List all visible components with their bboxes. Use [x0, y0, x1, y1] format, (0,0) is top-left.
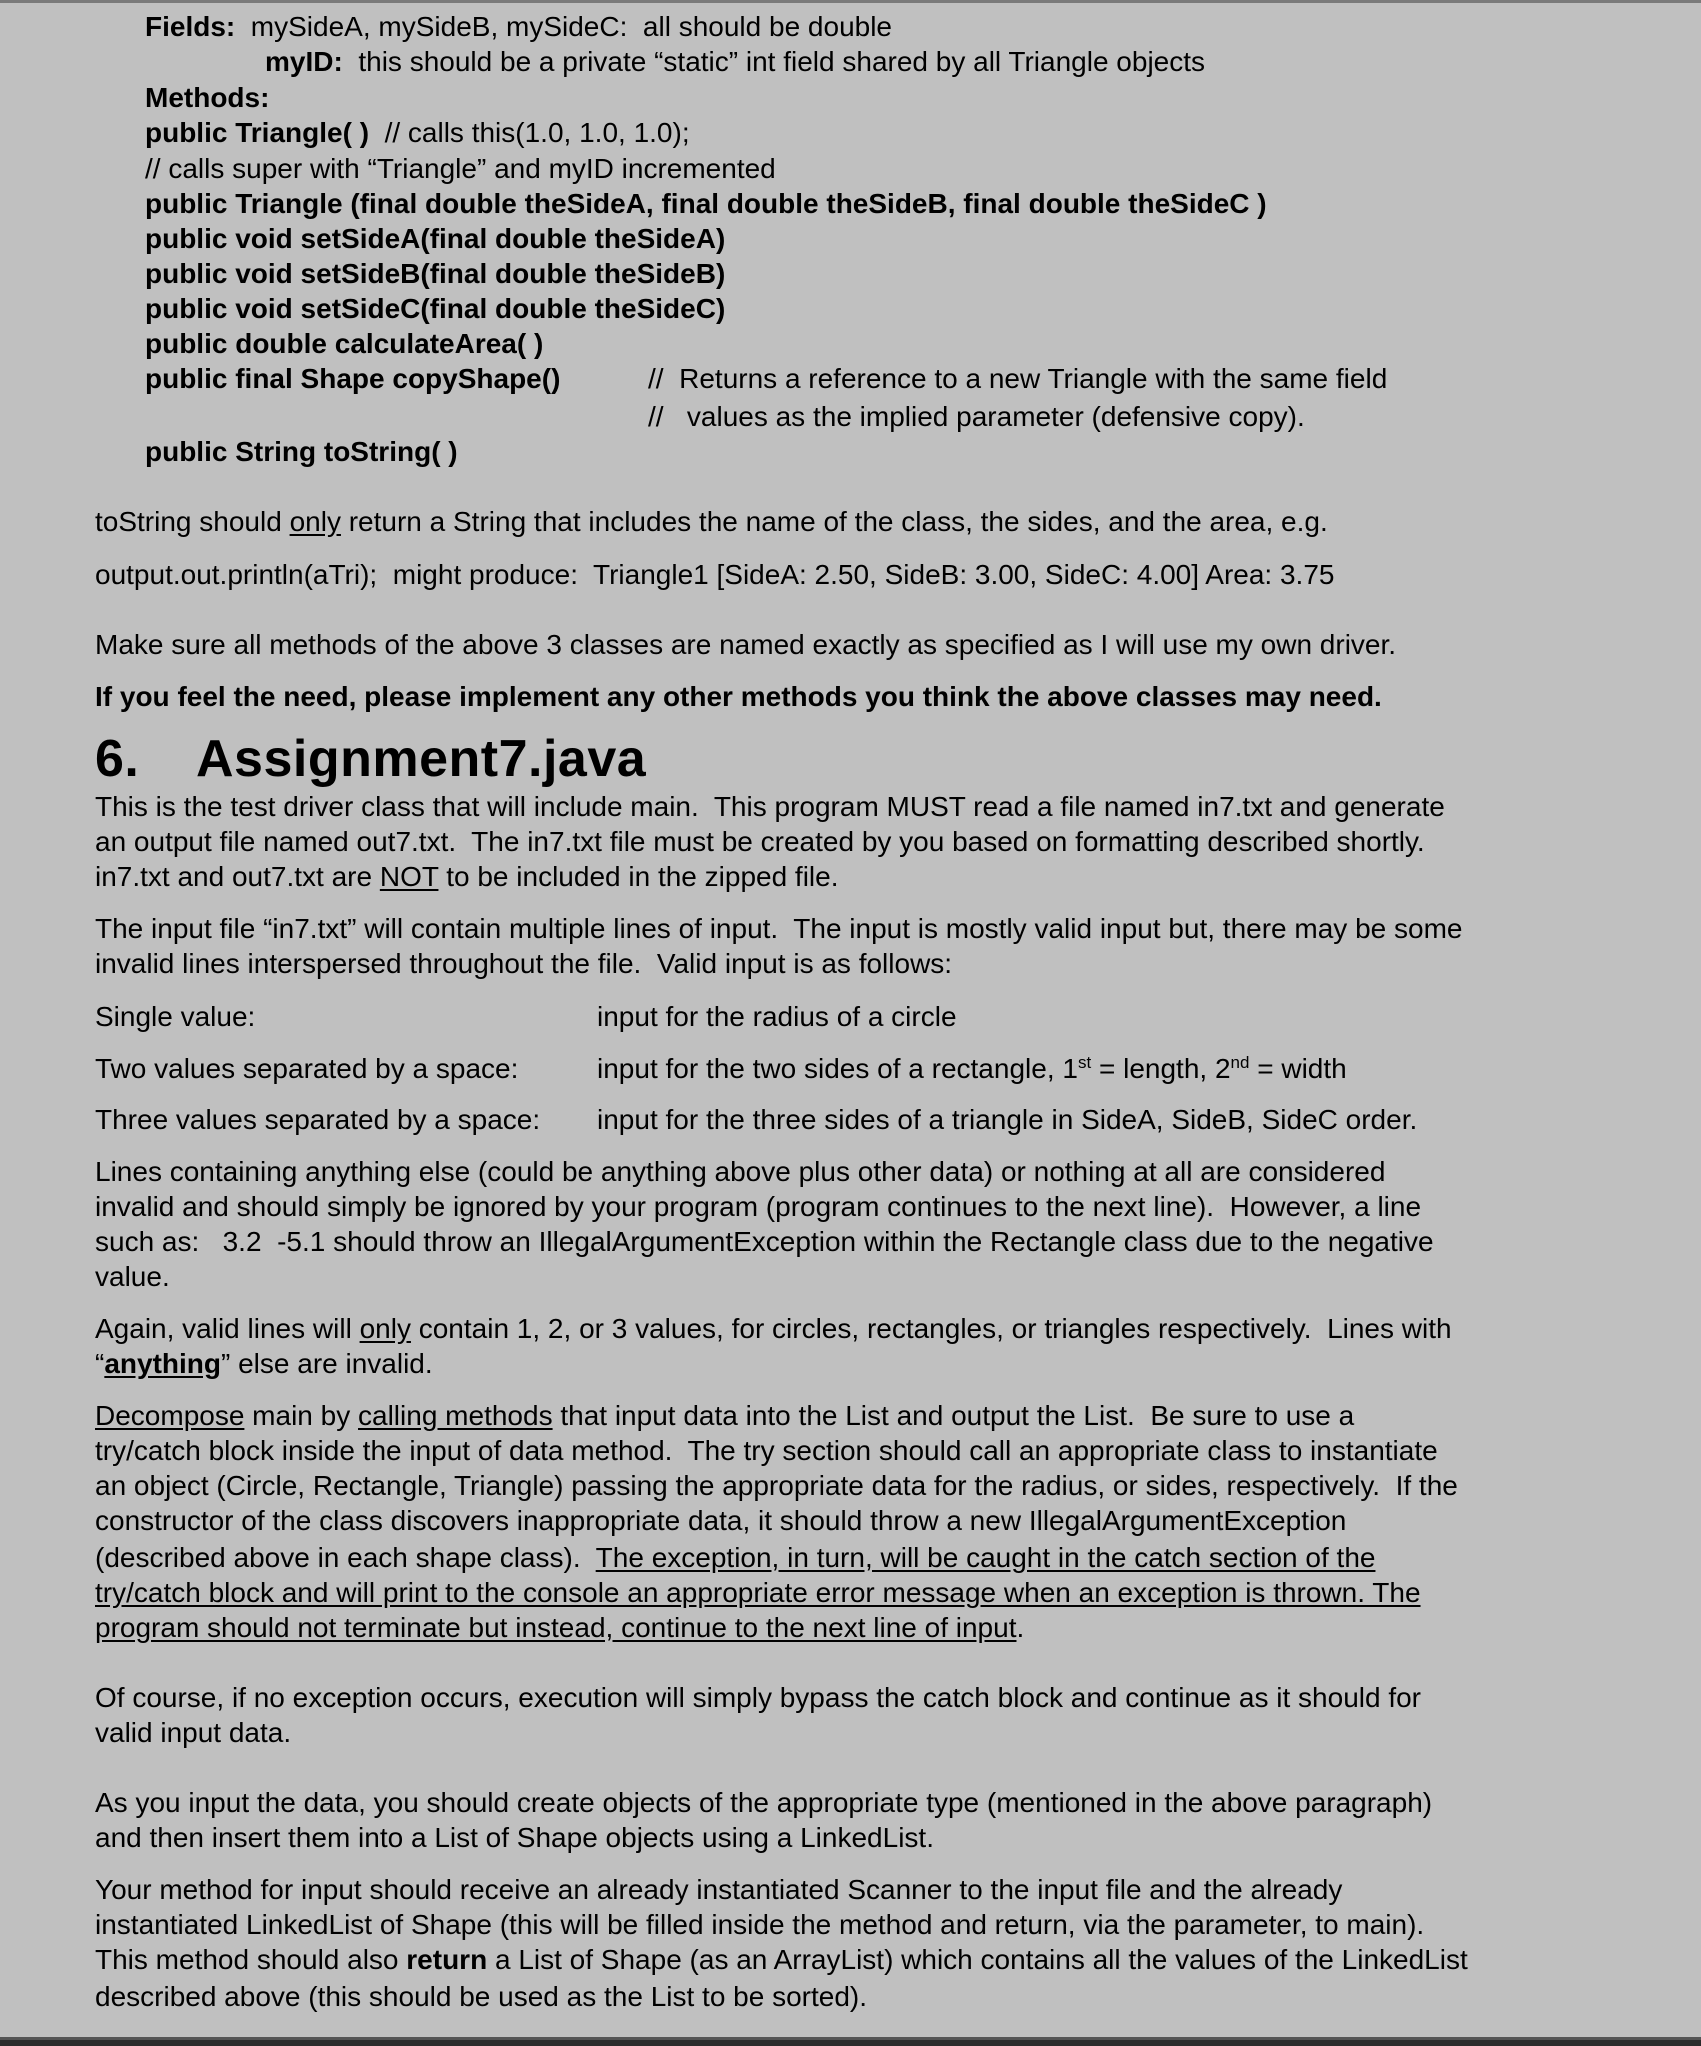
driver-line-1: This is the test driver class that will include main. This program MUST read a file named in7.txt and generate: [95, 791, 1445, 822]
valid-single-label: Single value:: [95, 1001, 256, 1032]
decompose-line-1-post: that input data into the List and output the List. Be sure to use a: [552, 1400, 1355, 1431]
fields-id-text: this should be a private “static” int field shared by all Triangle objects: [358, 46, 1206, 77]
again-line-1: [95, 1311, 1452, 1346]
decompose-line-3: an object (Circle, Rectangle, Triangle) passing the appropriate data for the radius, or sides, respectively. If the: [95, 1470, 1458, 1501]
decompose-line-7-post: .: [1016, 1612, 1025, 1643]
again-line-2: [95, 1346, 433, 1381]
method-ctor-default-line: [145, 115, 690, 150]
section-number: 6.: [95, 730, 140, 788]
again-line-1-only: only: [359, 1313, 411, 1344]
method-para-line-2: instantiated LinkedList of Shape (this will be filled inside the method and return, via the parameter, to main).: [95, 1909, 1425, 1940]
driver-line-3-post: to be included in the zipped file.: [438, 861, 839, 892]
input-line-2: invalid lines interspersed throughout the file. Valid input is as follows:: [95, 948, 953, 979]
method-para-line-3: [95, 1942, 1468, 1977]
method-para-line-4: described above (this should be used as the List to be sorted).: [95, 1981, 868, 2012]
method-calculate-area: public double calculateArea( ): [145, 328, 544, 359]
method-tostring: public String toString( ): [145, 436, 458, 467]
tostring-note-post: return a String that includes the name of the class, the sides, and the area, e.g.: [340, 506, 1328, 537]
fields-id-line: [265, 44, 1205, 79]
valid-single-desc: input for the radius of a circle: [597, 1001, 957, 1032]
again-line-1-post: contain 1, 2, or 3 values, for circles, rectangles, or triangles respectively. Lines with: [410, 1313, 1452, 1344]
fields-line: [145, 9, 892, 44]
valid-three-desc: input for the three sides of a triangle in SideA, SideB, SideC order.: [597, 1104, 1418, 1135]
method-super-comment: // calls super with “Triangle” and myID incremented: [145, 153, 776, 184]
fields-label: Fields:: [145, 11, 236, 42]
valid-two-desc-b: = length, 2: [1091, 1053, 1231, 1084]
driver-line-3: [95, 859, 839, 894]
driver-line-2: an output file named out7.txt. The in7.txt file must be created by you based on formatting described shortly.: [95, 826, 1425, 857]
section-heading: [95, 729, 646, 789]
method-para-line-3-pre: This method should also: [95, 1944, 407, 1975]
invalid-line-3: such as: 3.2 -5.1 should throw an IllegalArgumentException within the Rectangle class due to the negative: [95, 1226, 1434, 1257]
decompose-line-7: [95, 1610, 1024, 1645]
section-title: Assignment7.java: [196, 730, 647, 788]
valid-two-desc-a: input for the two sides of a rectangle, 1: [597, 1053, 1078, 1084]
decompose-line-7-underlined: program should not terminate but instead, continue to the next line of input: [95, 1612, 1017, 1643]
course-line-1: Of course, if no exception occurs, execution will simply bypass the catch block and continue as it should for: [95, 1682, 1422, 1713]
course-line-2: valid input data.: [95, 1717, 292, 1748]
valid-two-desc-c: = width: [1249, 1053, 1347, 1084]
decompose-line-6: try/catch block and will print to the console an appropriate error message when an exception is thrown. The: [95, 1577, 1421, 1608]
driver-line-3-not: NOT: [379, 861, 439, 892]
create-line-1: As you input the data, you should create objects of the appropriate type (mentioned in the above paragraph): [95, 1787, 1433, 1818]
method-ctor-full: public Triangle (final double theSideA, final double theSideB, final double theSideC ): [145, 188, 1267, 219]
methods-label: Methods:: [145, 82, 270, 113]
create-line-2: and then insert them into a List of Shape objects using a LinkedList.: [95, 1822, 934, 1853]
driver-line-3-pre: in7.txt and out7.txt are: [95, 861, 380, 892]
valid-three-label: Three values separated by a space:: [95, 1104, 541, 1135]
input-line-1: The input file “in7.txt” will contain multiple lines of input. The input is mostly valid input but, there may be some: [95, 913, 1463, 944]
method-copy-comment-2: // values as the implied parameter (defensive copy).: [648, 401, 1305, 432]
invalid-line-1: Lines containing anything else (could be anything above plus other data) or nothing at all are considered: [95, 1156, 1386, 1187]
again-line-2-anything: anything: [104, 1348, 221, 1379]
tostring-example: output.out.println(aTri); might produce: Triangle1 [SideA: 2.50, SideB: 3.00, SideC: 4.00] Area: 3.75: [95, 559, 1335, 590]
note-other-methods: If you feel the need, please implement any other methods you think the above classes may need.: [95, 681, 1382, 712]
valid-two-label: Two values separated by a space:: [95, 1053, 519, 1084]
valid-two-sup-1: st: [1077, 1053, 1092, 1072]
decompose-line-5-underlined: The exception, in turn, will be caught in the catch section of the: [595, 1542, 1376, 1573]
fields-id-label: myID:: [265, 46, 343, 77]
decompose-calling-methods: calling methods: [358, 1400, 553, 1431]
decompose-line-5-pre: (described above in each shape class).: [95, 1542, 596, 1573]
decompose-line-1-mid: main by: [244, 1400, 359, 1431]
method-set-side-a: public void setSideA(final double theSideA): [145, 223, 726, 254]
method-para-line-3-post: a List of Shape (as an ArrayList) which contains all the values of the LinkedList: [487, 1944, 1468, 1975]
again-line-2-quote: “: [95, 1348, 105, 1379]
invalid-line-2: invalid and should simply be ignored by your program (program continues to the next line). However, a line: [95, 1191, 1422, 1222]
method-set-side-b: public void setSideB(final double theSideB): [145, 258, 726, 289]
decompose-line-4: constructor of the class discovers inappropriate data, it should throw a new IllegalArgumentException: [95, 1505, 1347, 1536]
method-para-return: return: [406, 1944, 488, 1975]
again-line-1-pre: Again, valid lines will: [95, 1313, 360, 1344]
valid-two-sup-2: nd: [1230, 1053, 1250, 1072]
method-para-line-1: Your method for input should receive an already instantiated Scanner to the input file and the already: [95, 1874, 1343, 1905]
method-set-side-c: public void setSideC(final double theSideC): [145, 293, 726, 324]
again-line-2-post: ” else are invalid.: [221, 1348, 433, 1379]
method-ctor-default-comment: // calls this(1.0, 1.0, 1.0);: [384, 117, 690, 148]
decompose-line-1: [95, 1398, 1354, 1433]
decompose-line-5: [95, 1540, 1375, 1575]
method-ctor-default: public Triangle( ): [145, 117, 370, 148]
tostring-note-pre: toString should: [95, 506, 290, 537]
decompose-line-2: try/catch block inside the input of data method. The try section should call an appropriate class to instantiate: [95, 1435, 1438, 1466]
invalid-line-4: value.: [95, 1261, 170, 1292]
note-named-exactly: Make sure all methods of the above 3 classes are named exactly as specified as I will use my own driver.: [95, 629, 1397, 660]
valid-two-desc: [597, 1051, 1347, 1086]
method-copy-comment-1: // Returns a reference to a new Triangle with the same field: [648, 363, 1388, 394]
decompose-word: Decompose: [95, 1400, 245, 1431]
fields-sides-text: mySideA, mySideB, mySideC: all should be double: [250, 11, 893, 42]
tostring-note: [95, 504, 1328, 539]
tostring-note-only: only: [289, 506, 341, 537]
method-copy-shape: public final Shape copyShape(): [145, 363, 561, 394]
